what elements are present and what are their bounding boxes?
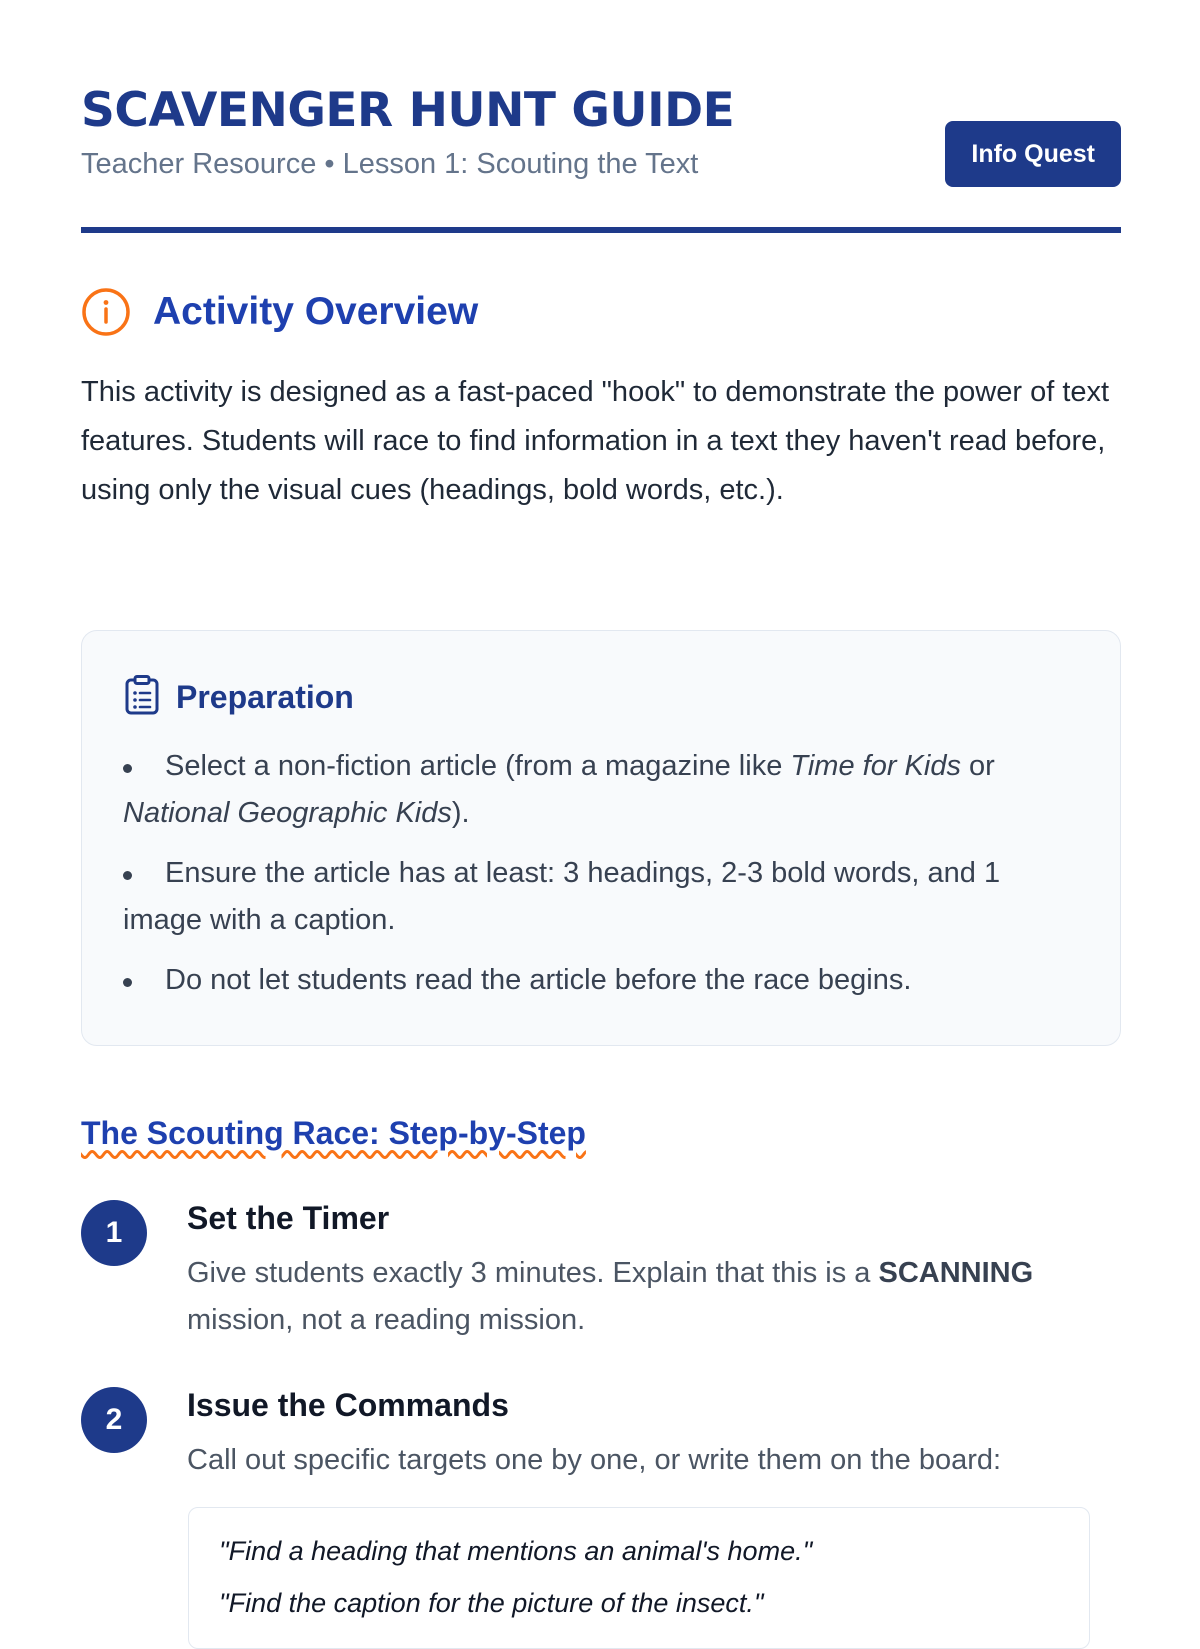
step-number-badge: 1 xyxy=(81,1200,147,1266)
magazine-title: Time for Kids xyxy=(790,750,961,782)
preparation-heading xyxy=(124,675,354,720)
list-item xyxy=(123,743,1083,837)
preparation-title: Preparation xyxy=(176,679,354,715)
info-circle-icon xyxy=(81,287,131,337)
page-subtitle: Teacher Resource • Lesson 1: Scouting the Text xyxy=(81,148,699,180)
list-item: Do not let students read the article before the race begins. xyxy=(123,957,1083,1004)
step-description-text: Give students exactly 3 minutes. Explain that this is a xyxy=(187,1257,879,1289)
header-divider xyxy=(81,227,1121,233)
step-description xyxy=(187,1250,1117,1344)
command-line: "Find a heading that mentions an animal's home." xyxy=(219,1536,813,1566)
step-description: Call out specific targets one by one, or write them on the board: xyxy=(187,1444,1002,1476)
page-header xyxy=(81,80,1121,182)
steps-section-title: The Scouting Race: Step-by-Step xyxy=(81,1115,586,1151)
preparation-card xyxy=(81,630,1121,1046)
page-title: SCAVENGER HUNT GUIDE xyxy=(81,83,735,138)
step-description-text: mission, not a reading mission. xyxy=(187,1304,586,1336)
step-number-badge: 2 xyxy=(81,1387,147,1453)
info-quest-button[interactable]: Info Quest xyxy=(945,121,1121,187)
list-item: Ensure the article has at least: 3 headings, 2-3 bold words, and 1 image with a caption. xyxy=(123,850,1083,944)
magazine-title: National Geographic Kids xyxy=(123,797,452,829)
list-item-text: ). xyxy=(451,797,470,829)
step-title: Set the Timer xyxy=(187,1200,390,1236)
overview-body: This activity is designed as a fast-paced "hook" to demonstrate the power of text features. Students will race to find information in a text they haven't read before, using only the visual cues (headings, bold words, etc.). xyxy=(81,376,1110,506)
list-item-text: or xyxy=(960,750,995,782)
list-item-text: Select a non-fiction article (from a magazine like xyxy=(165,750,791,782)
step-description-emphasis: SCANNING xyxy=(878,1257,1034,1289)
step-title: Issue the Commands xyxy=(187,1387,509,1423)
preparation-list xyxy=(123,743,1083,1017)
overview-title: Activity Overview xyxy=(153,290,479,333)
command-line: "Find the caption for the picture of the insect." xyxy=(219,1588,764,1618)
clipboard-icon xyxy=(124,675,160,720)
overview-heading xyxy=(81,287,478,337)
commands-box xyxy=(188,1507,1090,1649)
